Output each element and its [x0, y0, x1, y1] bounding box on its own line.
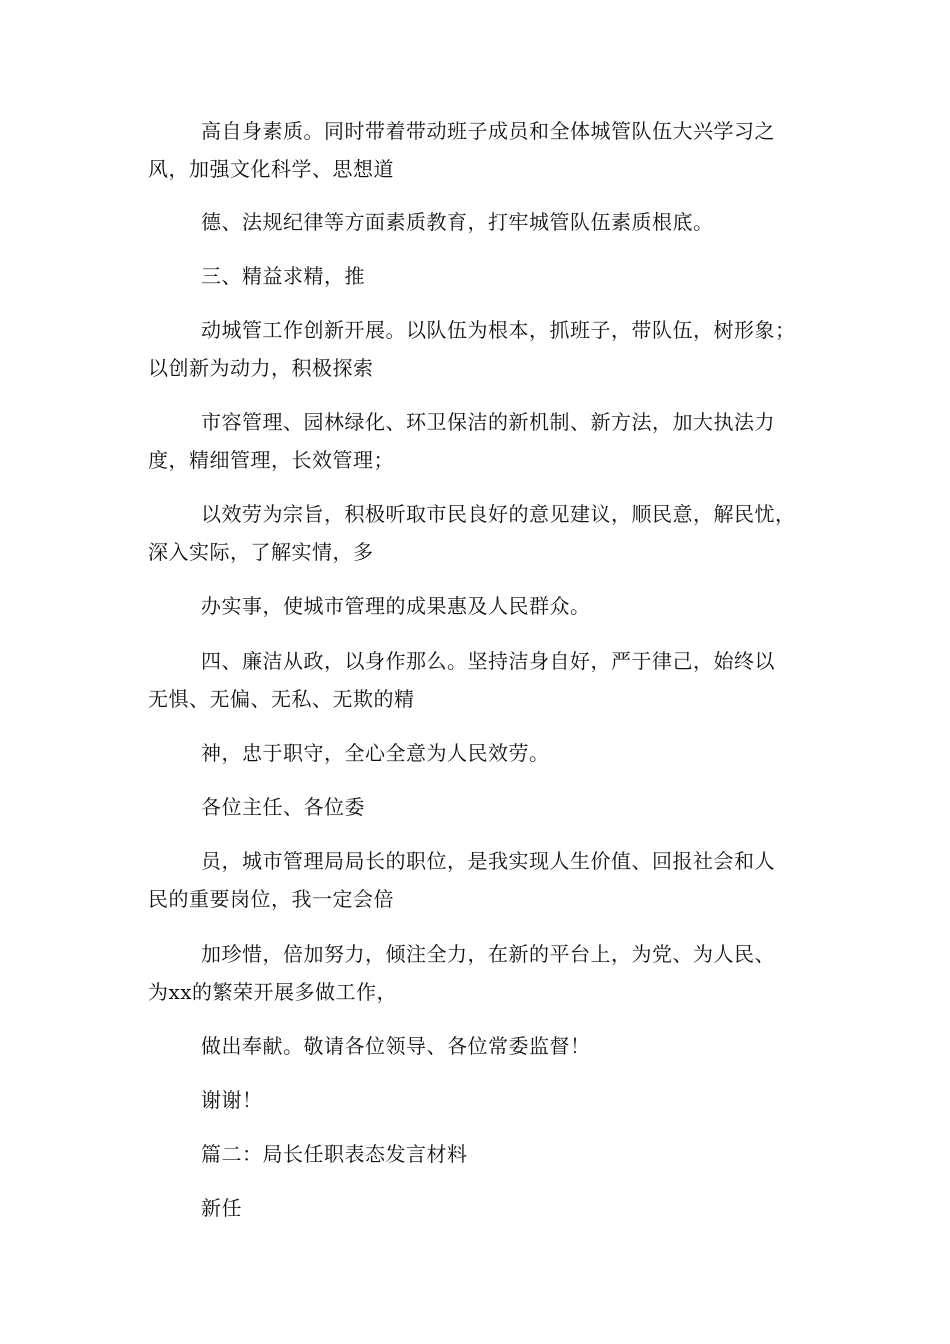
paragraph-line: 三、精益求精，推 — [201, 264, 365, 288]
paragraph-line: 各位主任、各位委 — [201, 795, 365, 819]
paragraph-3 — [148, 257, 818, 295]
paragraph-12 — [148, 935, 818, 1011]
paragraph-line: 加珍惜，倍加努力，倾注全力，在新的平台上，为党、为人民、 — [201, 942, 775, 966]
paragraph-line: 无惧、无偏、无私、无欺的精 — [148, 687, 415, 711]
paragraph-10 — [148, 788, 818, 826]
section-heading — [148, 1135, 818, 1173]
paragraph-line: 高自身素质。同时带着带动班子成员和全体城管队伍大兴学习之 — [201, 119, 775, 143]
paragraph-line: 德、法规纪律等方面素质教育，打牢城管队伍素质根底。 — [201, 210, 714, 234]
paragraph-line: 员，城市管理局局长的职位，是我实现人生价值、回报社会和人 — [201, 849, 775, 873]
paragraph-line: 市容管理、园林绿化、环卫保洁的新机制、新方法，加大执法力 — [201, 410, 775, 434]
paragraph-line: 民的重要岗位，我一定会倍 — [148, 887, 394, 911]
paragraph-line: 度，精细管理，长效管理； — [148, 448, 394, 472]
paragraph-line: 神，忠于职守，全心全意为人民效劳。 — [201, 741, 550, 765]
paragraph-line: 新任 — [201, 1196, 242, 1220]
paragraph-line: 办实事，使城市管理的成果惠及人民群众。 — [201, 594, 591, 618]
paragraph-line: 深入实际，了解实情，多 — [148, 540, 374, 564]
paragraph-14 — [148, 1081, 818, 1119]
paragraph-5 — [148, 403, 818, 479]
paragraph-6 — [148, 495, 818, 571]
paragraph-line: 四、廉洁从政，以身作那么。坚持洁身自好，严于律己，始终以 — [201, 649, 775, 673]
paragraph-8 — [148, 642, 818, 718]
paragraph-4 — [148, 311, 818, 387]
paragraph-line: 以创新为动力，积极探索 — [148, 356, 374, 380]
paragraph-line: 为xx的繁荣开展多做工作， — [148, 980, 398, 1004]
paragraph-line: 以效劳为宗旨，积极听取市民良好的意见建议，顺民意，解民忧， — [201, 502, 796, 526]
paragraph-1 — [148, 112, 818, 188]
paragraph-9 — [148, 734, 818, 772]
paragraph-line: 动城管工作创新开展。以队伍为根本，抓班子，带队伍，树形象； — [201, 318, 796, 342]
paragraph-7 — [148, 587, 818, 625]
paragraph-2 — [148, 203, 818, 241]
paragraph-line: 谢谢！ — [201, 1088, 263, 1112]
paragraph-line: 风，加强文化科学、思想道 — [148, 157, 394, 181]
paragraph-line: 篇二：局长任职表态发言材料 — [201, 1142, 468, 1166]
paragraph-11 — [148, 842, 818, 918]
paragraph-16 — [148, 1189, 818, 1227]
paragraph-13 — [148, 1027, 818, 1065]
paragraph-line: 做出奉献。敬请各位领导、各位常委监督！ — [201, 1034, 591, 1058]
